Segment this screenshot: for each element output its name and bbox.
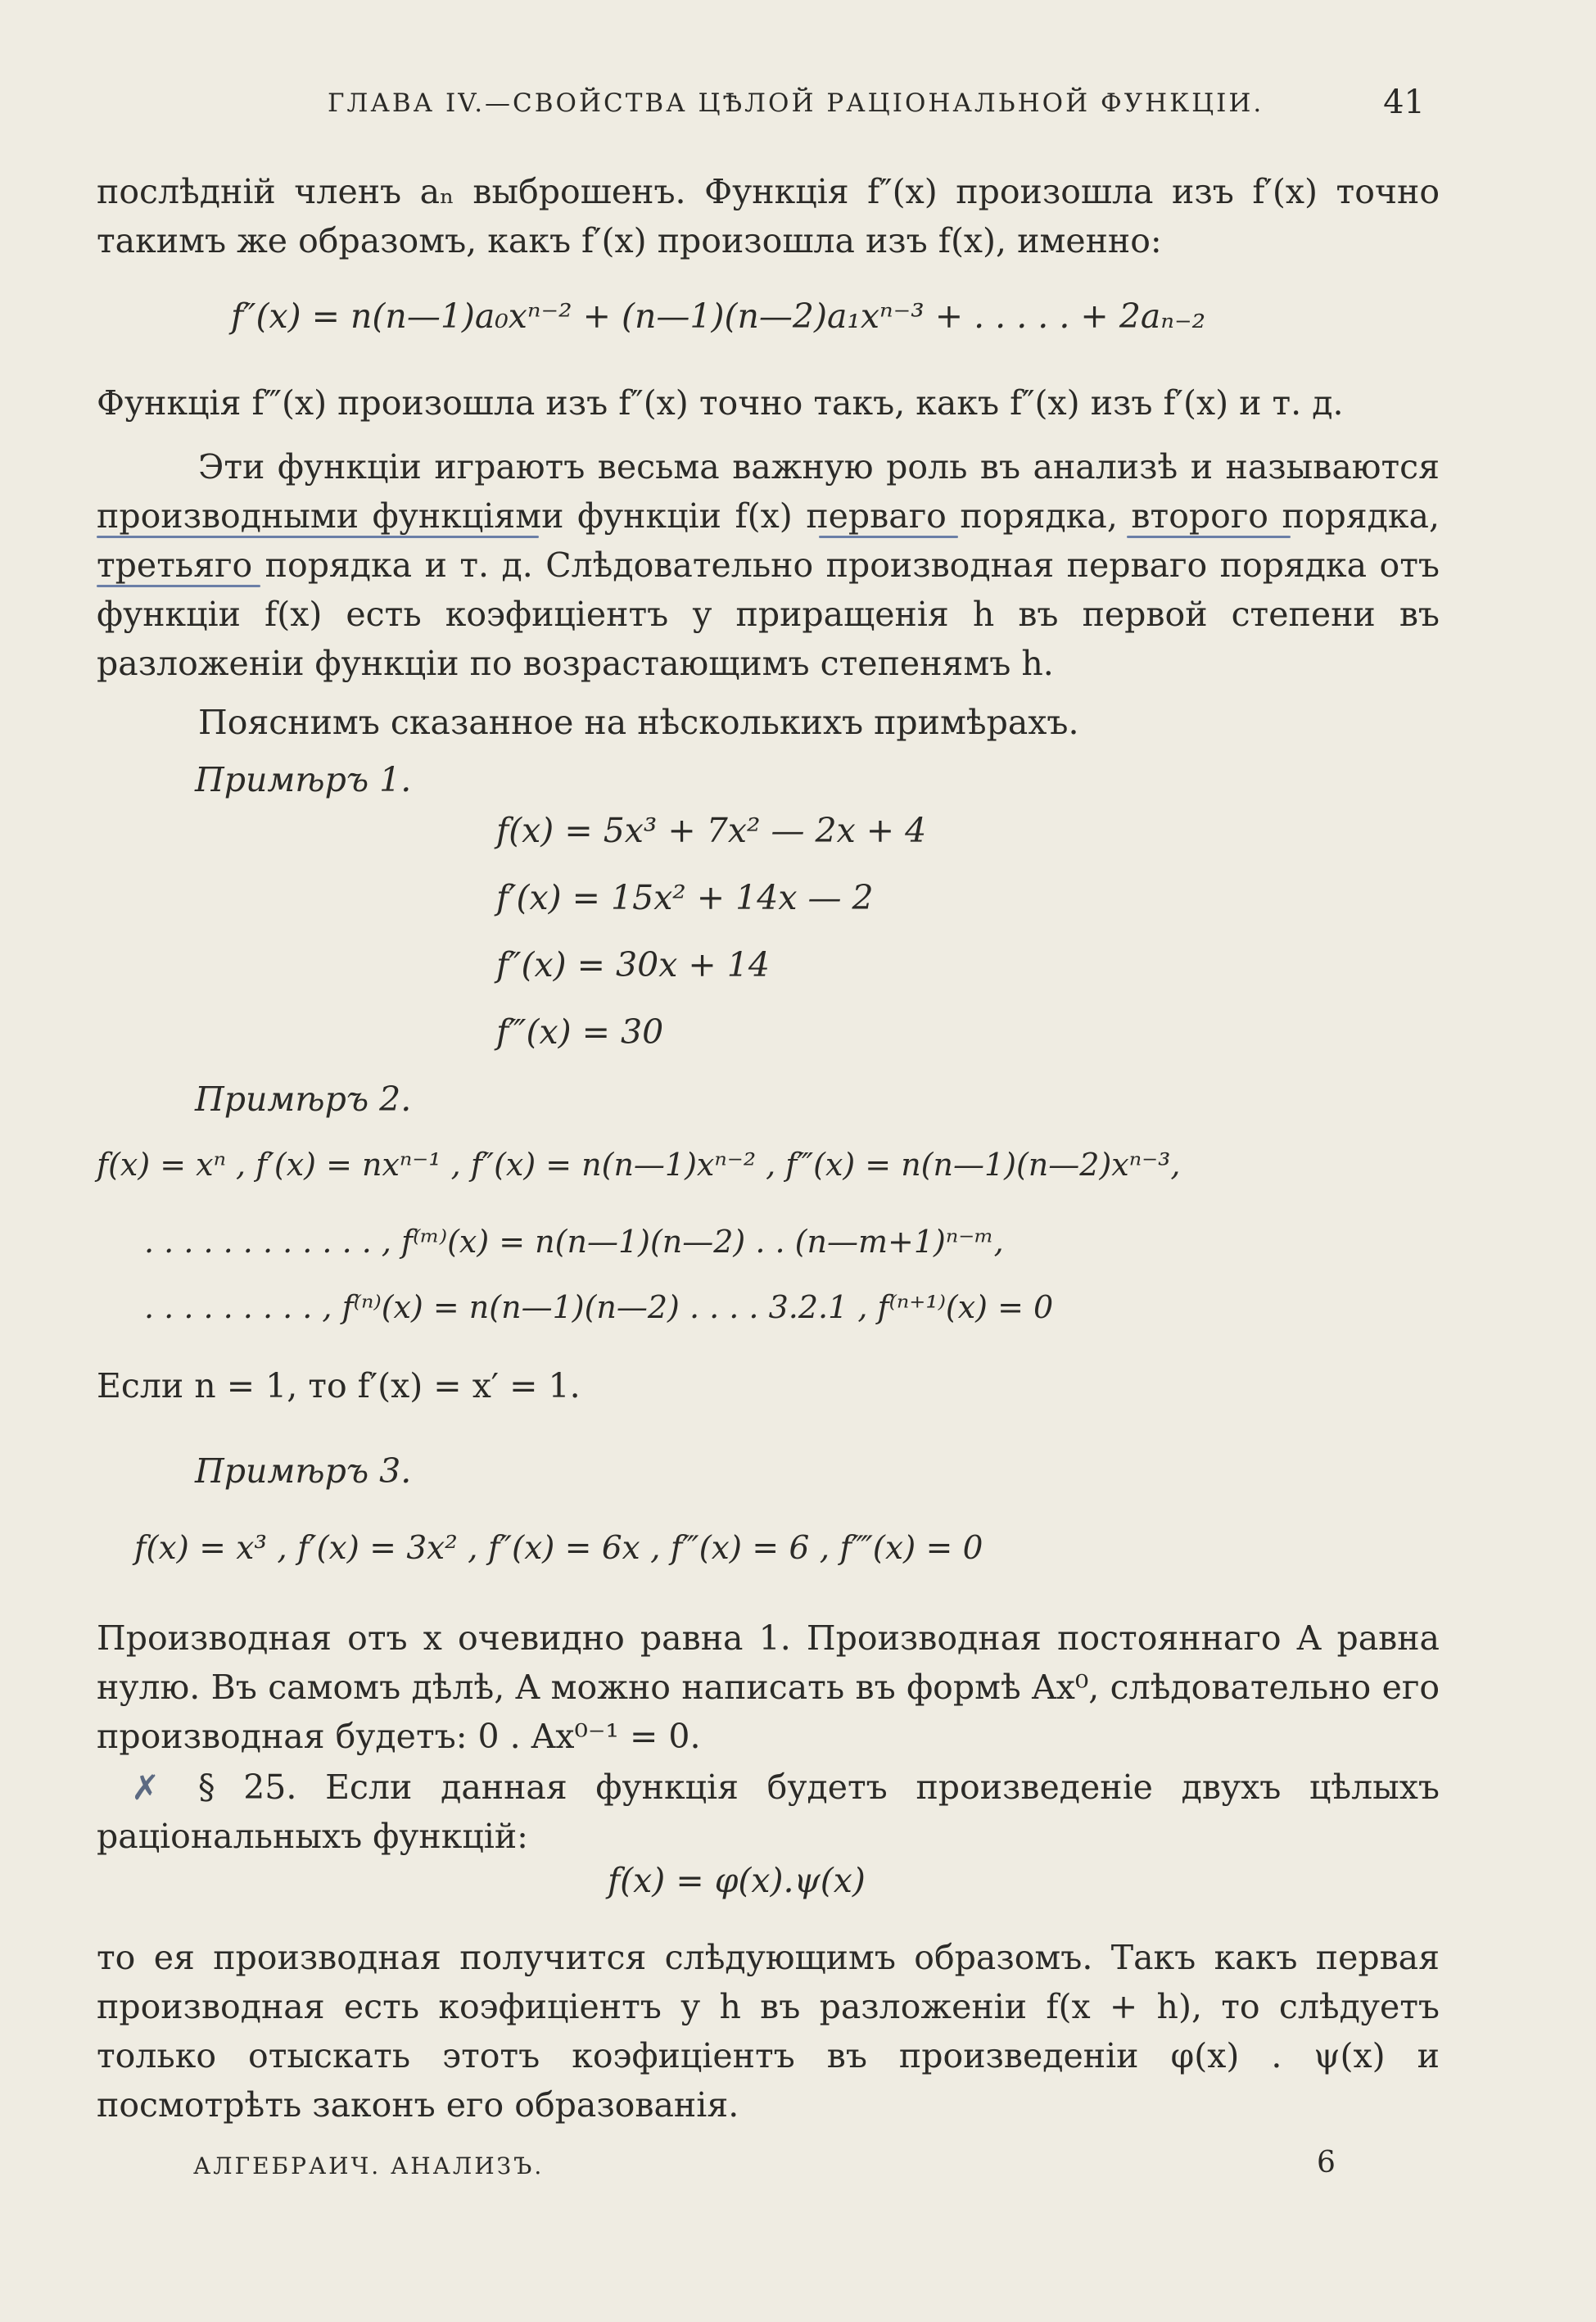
example-1-label: Примѣръ 1.	[195, 760, 412, 799]
signature-mark: 6	[1317, 2146, 1336, 2179]
formula-product: f(x) = φ(x).ψ(x)	[608, 1861, 866, 1900]
example-2-label: Примѣръ 2.	[195, 1080, 412, 1119]
example-1-line: f(x) = 5x³ + 7x² — 2x + 4	[496, 811, 927, 850]
paragraph-7: то ея производная получится слѣдующимъ образомъ. Такъ какъ первая производная есть коэфицiентъ у h въ разложенiи f(x + h), то слѣдуетъ только отыскать этотъ коэфицiентъ въ произведенiи φ(x) . ψ(x) и посмотрѣть законъ его образованiя.	[97, 1938, 1440, 2125]
page-number: 41	[1383, 84, 1425, 121]
example-2-line: . . . . . . . . . , f⁽ⁿ⁾(x) = n(n—1)(n—2) . . . . 3.2.1 , f⁽ⁿ⁺¹⁾(x) = 0	[144, 1289, 1054, 1325]
formula-second-derivative: f″(x) = n(n—1)a₀xⁿ⁻² + (n—1)(n—2)a₁xⁿ⁻³ + . . . . . + 2aₙ₋₂	[231, 296, 1206, 336]
paragraph-5: Производная отъ x очевидно равна 1. Производная постояннаго A равна нулю. Въ самомъ дѣлѣ, A можно написать въ формѣ Ax⁰, слѣдовательно его производная будетъ: 0 . Ax⁰⁻¹ = 0.	[97, 1618, 1440, 1756]
paragraph-2: Функцiя f‴(x) произошла изъ f″(x) точно такъ, какъ f″(x) изъ f′(x) и т. д.	[97, 383, 1344, 423]
example-2-note: Если n = 1, то f′(x) = x′ = 1.	[97, 1366, 581, 1405]
example-3-label: Примѣръ 3.	[195, 1451, 412, 1491]
chapter-title: ГЛАВА IV.—СВОЙСТВА ЦѢЛОЙ РАЦIОНАЛЬНОЙ ФУНКЦIИ.	[328, 88, 1264, 118]
example-1-line: f″(x) = 30x + 14	[496, 945, 770, 984]
paragraph-6: § 25. Если данная функцiя будетъ произведенiе двухъ цѣлыхъ рацiональныхъ функцiй:	[97, 1768, 1440, 1856]
example-1-line: f‴(x) = 30	[496, 1012, 664, 1052]
example-3-line: f(x) = x³ , f′(x) = 3x² , f″(x) = 6x , f‴(x) = 6 , f⁗(x) = 0	[134, 1530, 983, 1567]
paragraph-4: Пояснимъ сказанное на нѣсколькихъ примѣрахъ.	[198, 703, 1079, 742]
example-2-line: f(x) = xⁿ , f′(x) = nxⁿ⁻¹ , f″(x) = n(n—1)xⁿ⁻² , f‴(x) = n(n—1)(n—2)xⁿ⁻³,	[97, 1147, 1181, 1183]
paragraph-1: послѣднiй членъ aₙ выброшенъ. Функцiя f″(x) произошла изъ f′(x) точно такимъ же образомъ, какъ f′(x) произошла изъ f(x), именно:	[97, 172, 1440, 260]
pencil-underline	[97, 536, 539, 538]
pencil-underline	[819, 536, 958, 538]
running-header	[98, 84, 1425, 138]
pencil-mark-icon: ✗	[131, 1768, 161, 1808]
pencil-underline	[1127, 536, 1291, 538]
example-2-line: . . . . . . . . . . . . , f⁽ᵐ⁾(x) = n(n—1)(n—2) . . (n—m+1)ⁿ⁻ᵐ,	[144, 1224, 1004, 1260]
example-1-line: f′(x) = 15x² + 14x — 2	[496, 878, 874, 917]
paragraph-3: Эти функцiи играютъ весьма важную роль въ анализѣ и называются производными функцiями функцiи f(x) перваго порядка, второго порядка, третьяго порядка и т. д. Слѣдовательно производная перваго порядка отъ функцiи f(x) есть коэфицiентъ у приращенiя h въ первой степени въ разложенiи функцiи по возрастающимъ степенямъ h.	[97, 447, 1440, 683]
footer-book-title: АЛГЕБРАИЧ. АНАЛИЗЪ.	[193, 2152, 545, 2179]
pencil-underline	[97, 585, 260, 587]
